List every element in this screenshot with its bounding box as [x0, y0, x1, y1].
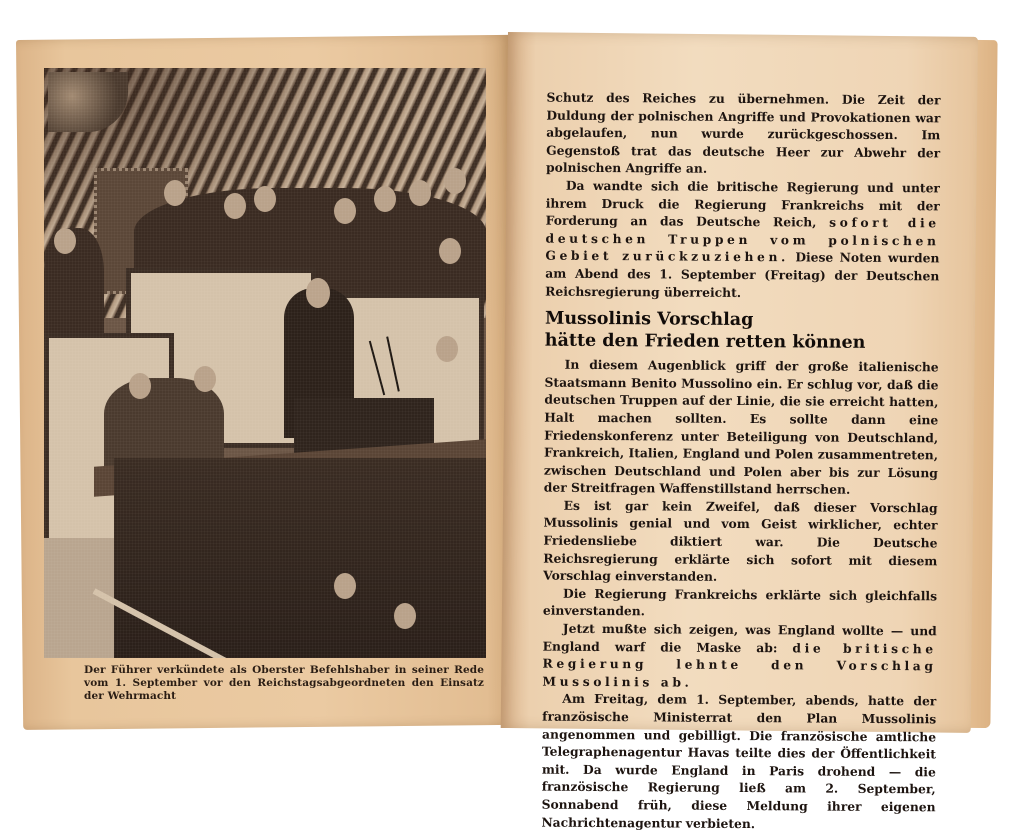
right-page-text: [541, 89, 940, 834]
text-span: Da wandte sich die britische Regierung und unter ihrem Druck die Regierung Frankreichs mit der Forderung an das Deutsche Reich,: [545, 177, 940, 230]
text-span: Diese Noten wurden am Abend des 1. September (Freitag) der Deutschen Reichsregierung überreicht.: [545, 249, 940, 300]
paragraph: Am Freitag, dem 1. September, abends, hatte der französische Ministerrat den Plan Mussolinis angenommen und gebilligt. Die französische amtliche Telegraphenagentur Havas teilte dies der Öffentlichkeit mit. Da wurde England in Paris drohend — die französische Regierung ließ am 2. September, Sonnabend früh, diese Meldung ihrer eigenen Nachrichtenagentur verbieten.: [541, 691, 937, 831]
spaced-emphasis: sofort die deutschen Truppen vom polnischen Gebiet zurückzuziehen.: [545, 214, 940, 265]
paragraph: Es ist gar kein Zweifel, daß dieser Vorschlag Mussolinis genial und vom Geist wirklicher, echter Friedensliebe diktiert war. Die Deutsche Reichsregierung erklärte sich sofort mit diesem Vorschlag einverstanden.: [543, 497, 938, 585]
paragraph: Die Regierung Frankreichs erklärte sich gleichfalls einverstanden.: [542, 585, 938, 619]
paragraph: [542, 620, 936, 693]
paragraph: In diesem Augenblick griff der große italienische Staatsmann Benito Mussolino ein. Er schlug vor, daß die deutschen Truppen auf der Linie, die sie erreicht hatten, Halt machen sollten. Es sollte dann eine Friedenskonferenz unter Beteiligung von Deutschland, Frankreich, Italien, England und Polen zusammentreten, zwischen Deutschland und Polen aber bis zur Lösung der Streitfragen Waffenstillstand herrschen.: [543, 356, 939, 498]
reichstag-photo: [44, 68, 486, 658]
photo-caption: Der Führer verkündete als Oberster Befehlshaber in seiner Rede vom 1. September vor den Reichstagsabgeordneten den Einsatz der Wehrmacht: [84, 664, 484, 702]
spaced-emphasis: die britische Regierung lehnte den Vorschlag Mussolinis ab.: [542, 639, 937, 690]
photo-grain: [44, 68, 486, 658]
paragraph: [545, 177, 940, 303]
heading-line-2: hätte den Frieden retten können: [544, 330, 866, 353]
text-span: Jetzt mußte sich zeigen, was England wollte — und England warf die Maske ab:: [542, 620, 937, 655]
paragraph: Schutz des Reiches zu übernehmen. Die Zeit der Duldung der polnischen Angriffe und Provokationen war abgelaufen, nun wurde zurückgeschossen. Im Gegenstoß trat das deutsche Heer zur Abwehr der polnischen Angriffe an.: [545, 89, 941, 177]
section-heading: [545, 308, 939, 355]
heading-line-1: Mussolinis Vorschlag: [544, 308, 754, 331]
